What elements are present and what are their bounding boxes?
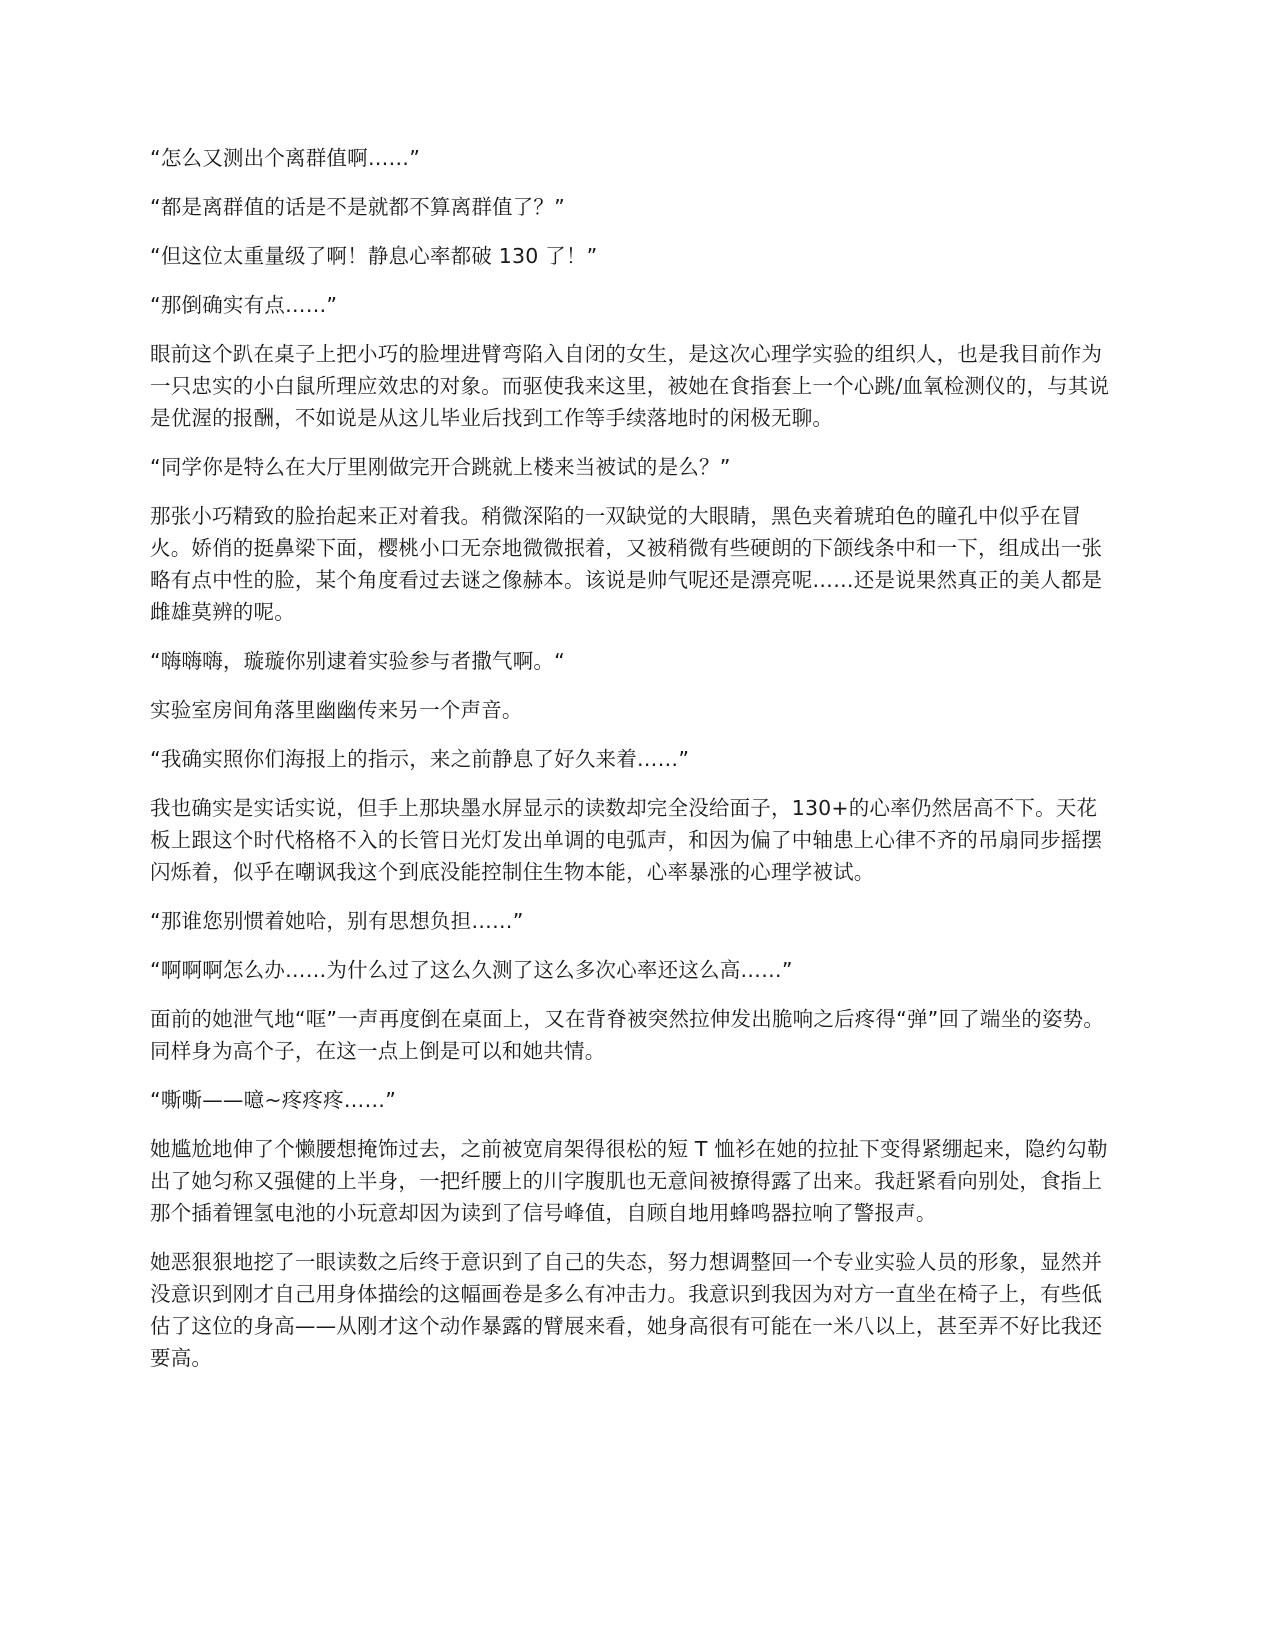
narration-paragraph: 面前的她泄气地“哐”一声再度倒在桌面上，又在背脊被突然拉伸发出脆响之后疼得“弹”回了端坐的姿势。同样身为高个子，在这一点上倒是可以和她共情。 (150, 1007, 1105, 1063)
narration-paragraph: 实验室房间角落里幽幽传来另一个声音。 (150, 698, 523, 722)
narration-paragraph: 眼前这个趴在桌子上把小巧的脸埋进臂弯陷入自闭的女生，是这次心理学实验的组织人，也是我目前作为一只忠实的小白鼠所理应效忠的对象。而驱使我来这里，被她在食指套上一个心跳/血氧检测仪的，与其说是优渥的报酬，不如说是从这儿毕业后找到工作等手续落地时的闲极无聊。 (150, 342, 1110, 430)
document-page (150, 142, 1110, 1391)
dialogue-line: “我确实照你们海报上的指示，来之前静息了好久来着……” (150, 747, 690, 771)
narration-paragraph: 我也确实是实话实说，但手上那块墨水屏显示的读数却完全没给面子，130+的心率仍然居高不下。天花板上跟这个时代格格不入的长管日光灯发出单调的电弧声，和因为偏了中轴患上心律不齐的吊扇同步摇摆闪烁着，似乎在嘲讽我这个到底没能控制住生物本能，心率暴涨的心理学被试。 (150, 796, 1103, 884)
narration-paragraph: 那张小巧精致的脸抬起来正对着我。稍微深陷的一双缺觉的大眼睛，黑色夹着琥珀色的瞳孔中似乎在冒火。娇俏的挺鼻梁下面，樱桃小口无奈地微微抿着，又被稍微有些硬朗的下颌线条中和一下，组成出一张略有点中性的脸，某个角度看过去谜之像赫本。该说是帅气呢还是漂亮呢……还是说果然真正的美人都是雌雄莫辨的呢。 (150, 504, 1103, 624)
narration-paragraph: 她恶狠狠地挖了一眼读数之后终于意识到了自己的失态，努力想调整回一个专业实验人员的形象，显然并没意识到刚才自己用身体描绘的这幅画卷是多么有冲击力。我意识到我因为对方一直坐在椅子上，有些低估了这位的身高——从刚才这个动作暴露的臂展来看，她身高很有可能在一米八以上，甚至弄不好比我还要高。 (150, 1250, 1103, 1370)
dialogue-line: “那谁您别惯着她哈，别有思想负担……” (150, 909, 524, 933)
dialogue-line: “但这位太重量级了啊！静息心率都破 130 了！” (150, 244, 598, 268)
dialogue-line: “那倒确实有点……” (150, 293, 338, 317)
dialogue-line: “同学你是特么在大厅里刚做完开合跳就上楼来当被试的是么？” (150, 455, 731, 479)
dialogue-line: “怎么又测出个离群值啊……” (150, 146, 421, 170)
narration-paragraph: 她尴尬地伸了个懒腰想掩饰过去，之前被宽肩架得很松的短 T 恤衫在她的拉扯下变得紧绷起来，隐约勾勒出了她匀称又强健的上半身，一把纤腰上的川字腹肌也无意间被撩得露了出来。我赶紧看向别处，食指上那个插着锂氢电池的小玩意却因为读到了信号峰值，自顾自地用蜂鸣器拉响了警报声。 (150, 1137, 1108, 1225)
dialogue-line: “嘶嘶——噫~疼疼疼……” (150, 1088, 397, 1112)
dialogue-line: “嗨嗨嗨，璇璇你别逮着实验参与者撒气啊。“ (150, 649, 565, 673)
dialogue-line: “啊啊啊怎么办……为什么过了这么久测了这么多次心率还这么高……” (150, 958, 793, 982)
dialogue-line: “都是离群值的话是不是就都不算离群值了？” (150, 195, 565, 219)
